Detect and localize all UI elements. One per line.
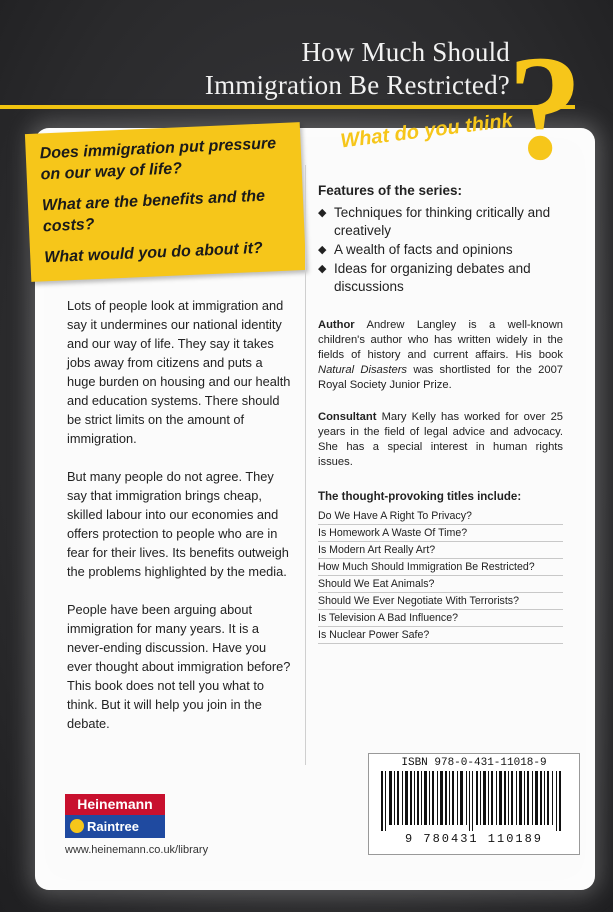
author-text-1: Andrew Langley is a well-known children's author who has written widely in the fields of history and current affairs. His book (318, 319, 563, 361)
diamond-bullet-icon: ◆ (318, 244, 327, 256)
consultant-bio (318, 410, 563, 470)
author-bio (318, 318, 563, 393)
features-heading: Features of the series: (318, 183, 463, 198)
series-title-item: Should We Ever Negotiate With Terrorists? (318, 594, 563, 610)
publisher-logo (65, 794, 165, 840)
diamond-bullet-icon: ◆ (318, 207, 327, 219)
series-title-item: Do We Have A Right To Privacy? (318, 509, 563, 525)
title-underline (0, 105, 575, 109)
question-mark-graphic: ? (507, 25, 583, 191)
book-title (180, 36, 510, 102)
series-tagline: What do you think (339, 109, 514, 153)
title-line-2: Immigration Be Restricted? (204, 70, 510, 100)
series-title-item: Is Nuclear Power Safe? (318, 628, 563, 644)
blurb-paragraph-2: But many people do not agree. They say that immigration brings cheap, skilled labour into our economies and offers protection to people who are in fear for their lives. Its benefits outweigh the problems highlighted by the media. (67, 469, 289, 579)
series-title-item: Is Modern Art Really Art? (318, 543, 563, 559)
author-label: Author (318, 319, 355, 331)
isbn-text: ISBN 978-0-431-11018-9 (401, 757, 547, 769)
author-book-title: Natural Disasters (318, 364, 408, 376)
diamond-bullet-icon: ◆ (318, 263, 327, 275)
consultant-text: Mary Kelly has worked for over 25 years in the field of legal advice and advocacy. She has a special interest in human rights issues. (318, 411, 564, 468)
barcode-number: 9 780431 110189 (404, 832, 544, 846)
features-list (318, 204, 563, 297)
feature-item: ◆ Techniques for thinking critically and creatively (318, 205, 551, 238)
barcode-bars-icon (381, 771, 567, 831)
series-titles-heading: The thought-provoking titles include: (318, 491, 522, 503)
title-line-1: How Much Should (301, 37, 510, 67)
series-title-item: How Much Should Immigration Be Restricted? (318, 560, 563, 576)
barcode (368, 753, 580, 855)
series-title-item: Is Homework A Waste Of Time? (318, 526, 563, 542)
logo-heinemann: Heinemann (65, 794, 165, 815)
question-1: Does immigration put pressure on our way of life? (39, 135, 277, 184)
consultant-label: Consultant (318, 411, 377, 423)
column-divider (305, 165, 306, 765)
series-titles-list (318, 509, 563, 645)
key-questions-box (25, 122, 306, 282)
blurb-paragraph-3: People have been arguing about immigration for many years. It is a never-ending discussion. Have you ever thought about immigration before? This book does not tell you what to think. But it will help you join in the debate. (67, 602, 291, 731)
blurb-paragraph-1: Lots of people look at immigration and say it undermines our national identity and our way of life. They say it takes jobs away from citizens and puts a huge burden on housing and our health and education systems. There should be strict limits on the amount of immigration. (67, 298, 291, 446)
publisher-url: www.heinemann.co.uk/library (65, 844, 209, 856)
series-title-item: Is Television A Bad Influence? (318, 611, 563, 627)
question-2: What are the benefits and the costs? (41, 187, 266, 236)
question-3: What would you do about it? (43, 239, 264, 267)
series-title-item: Should We Eat Animals? (318, 577, 563, 593)
globe-icon (70, 819, 84, 833)
feature-item: ◆ A wealth of facts and opinions (318, 242, 513, 257)
author-text-2: was shortlisted for the 2007 Royal Society Junior Prize. (318, 364, 564, 391)
logo-raintree: Raintree (65, 815, 165, 838)
feature-item: ◆ Ideas for organizing debates and discussions (318, 261, 531, 294)
blurb (67, 296, 292, 752)
